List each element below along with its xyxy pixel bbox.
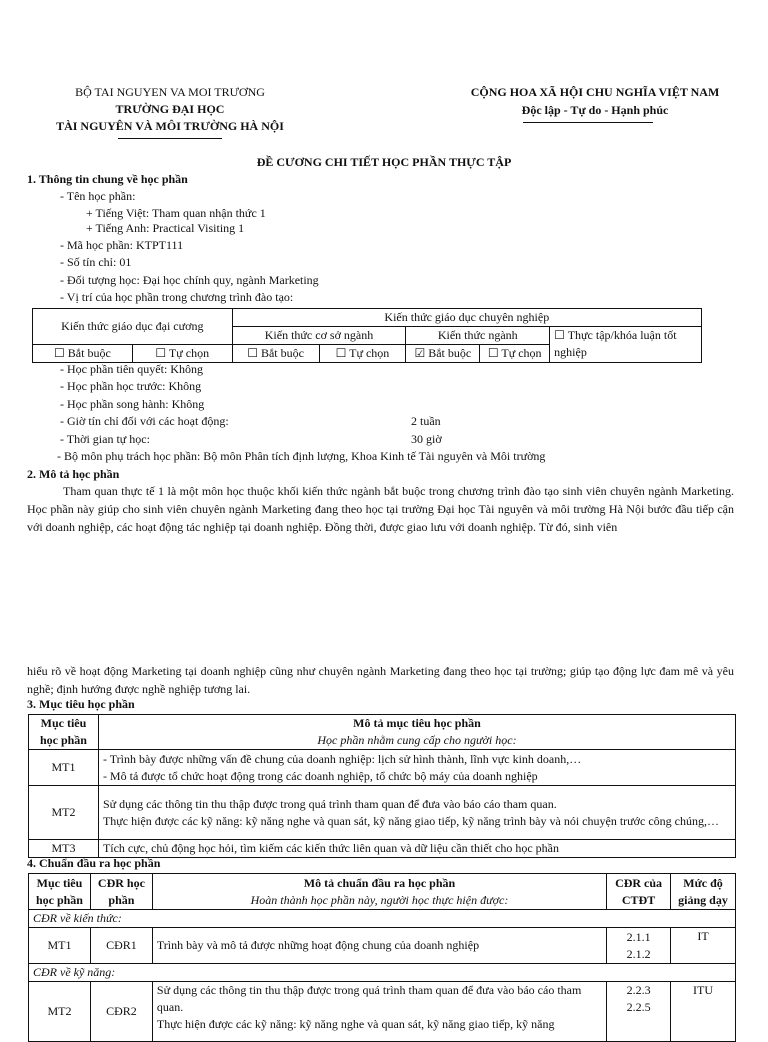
- section1-heading: 1. Thông tin chung về học phần: [27, 172, 188, 186]
- description-paragraph: Tham quan thực tế 1 là một môn học thuộc khối kiến thức ngành bắt buộc trong chương trình đào tạo sinh viên chuyên ngành Marketing. Học phần này giúp cho sinh viên chuyên ngành Marketing đang theo học tại trường Đại học Tài nguyên và môi trường Hà Nội bước đầu tiếp cận với doanh nghiệp, các hoạt động tác nghiệp tại doanh nghiệp. Đồng thời, được giao lưu với doanh nghiệp. Từ đó, sinh viên: [27, 484, 734, 534]
- checkbox-option: ☐ Tự chọn: [132, 345, 232, 363]
- outcomes-header-objective: Mục tiêu học phần: [29, 874, 91, 910]
- national-motto: Độc lập - Tự do - Hạnh phúc: [521, 103, 669, 117]
- info-line: - Học phần học trước: Không: [60, 379, 202, 393]
- info-line: - Vị trí của học phần trong chương trình đào tạo:: [60, 290, 294, 304]
- outcome-objective: MT1: [29, 928, 91, 964]
- checkbox-option-checked: ☑ Bắt buộc: [406, 345, 480, 363]
- outcome-cdr: CĐR1: [90, 928, 152, 964]
- checkbox-option: ☐ Tự chọn: [319, 345, 406, 363]
- outcome-level: IT: [671, 928, 736, 964]
- republic-name: CỘNG HOA XÃ HỘI CHU NGHĨA VIỆT NAM: [470, 85, 720, 99]
- outcome-objective: MT2: [29, 982, 91, 1042]
- professional-knowledge-cell: Kiến thức giáo dục chuyên nghiệp: [232, 309, 701, 327]
- outcome-level: ITU: [671, 982, 736, 1042]
- info-line: + Tiếng Anh: Practical Visiting 1: [86, 221, 245, 235]
- info-line: + Tiếng Việt: Tham quan nhận thức 1: [86, 206, 266, 220]
- outcomes-header-program: CĐR của CTĐT: [607, 874, 671, 910]
- outcome-program-codes: 2.2.3 2.2.5: [607, 982, 671, 1042]
- section3-heading: 3. Mục tiêu học phần: [27, 697, 135, 711]
- objective-desc: Sử dụng các thông tin thu thập được trong quá trình tham quan để đưa vào báo cáo tham quan. Thực hiện được các kỹ năng: kỹ năng nghe và quan sát, kỹ năng giao tiếp, kỹ năng trình bày và nói chuyện trước công chúng,…: [98, 786, 735, 840]
- base-knowledge-cell: Kiến thức cơ sở ngành: [232, 327, 406, 345]
- objective-id: MT3: [29, 840, 99, 858]
- outcome-program-codes: 2.1.1 2.1.2: [607, 928, 671, 964]
- section2-heading: 2. Mô tả học phần: [27, 467, 120, 481]
- checkbox-option: ☐ Bắt buộc: [232, 345, 319, 363]
- section4-heading: 4. Chuẩn đầu ra học phần: [27, 856, 161, 870]
- outcome-group-label: CĐR về kiến thức:: [29, 910, 736, 928]
- objective-id: MT2: [29, 786, 99, 840]
- objectives-header-id: Mục tiêu học phần: [29, 715, 99, 750]
- info-line: - Đối tượng học: Đại học chính quy, ngành Marketing: [60, 273, 319, 287]
- internship-checkbox: ☐ Thực tập/khóa luận tốt nghiệp: [550, 327, 702, 363]
- info-line: - Tên học phần:: [60, 189, 136, 203]
- info-line: - Mã học phần: KTPT111: [60, 238, 184, 252]
- info-line: - Số tín chỉ: 01: [60, 255, 132, 269]
- outcome-desc: Sử dụng các thông tin thu thập được trong quá trình tham quan để đưa vào báo cáo tham quan. Thực hiện được các kỹ năng: kỹ năng nghe và quan sát, kỹ năng giao tiếp, kỹ năng: [152, 982, 606, 1042]
- course-objectives-table: [28, 714, 736, 858]
- school-name-line2: TÀI NGUYÊN VÀ MÔI TRƯỜNG HÀ NỘI: [56, 119, 284, 133]
- hours-value: 2 tuần: [411, 414, 441, 428]
- info-line: - Học phần song hành: Không: [60, 397, 205, 411]
- outcomes-header-cdr: CĐR học phần: [90, 874, 152, 910]
- objective-desc: Tích cực, chủ động học hỏi, tìm kiếm các kiến thức liên quan và dữ liệu cần thiết cho học phần: [98, 840, 735, 858]
- header-right-underline: [523, 122, 653, 123]
- learning-outcomes-table: [28, 873, 736, 1042]
- info-line: - Học phần tiên quyết: Không: [60, 362, 203, 376]
- checkbox-option: ☐ Tự chọn: [480, 345, 550, 363]
- objective-id: MT1: [29, 750, 99, 786]
- general-knowledge-cell: Kiến thức giáo dục đại cương: [33, 309, 233, 345]
- department-line: - Bộ môn phụ trách học phần: Bộ môn Phân tích định lượng, Khoa Kinh tế Tài nguyên và Môi trường: [57, 449, 546, 463]
- major-knowledge-cell: Kiến thức ngành: [406, 327, 550, 345]
- outcome-group-label: CĐR về kỹ năng:: [29, 964, 736, 982]
- outcome-desc: Trình bày và mô tả được những hoạt động chung của doanh nghiệp: [152, 928, 606, 964]
- description-paragraph-continued: hiểu rõ về hoạt động Marketing tại doanh nghiệp cũng như chuyên ngành Marketing đang theo học tại trường; giúp tạo động lực đam mê và yêu nghề; định hướng được nghề nghiệp tương lai.: [27, 664, 734, 696]
- ministry-name: BỘ TAI NGUYEN VA MOI TRƯƠNG: [75, 85, 265, 99]
- objectives-header-desc: Mô tả mục tiêu học phần Học phần nhằm cung cấp cho người học:: [98, 715, 735, 750]
- checkbox-option: ☐ Bắt buộc: [33, 345, 133, 363]
- objective-desc: - Trình bày được những vấn đề chung của doanh nghiệp: lịch sử hình thành, lĩnh vực kinh doanh,… - Mô tả được tổ chức hoạt động trong các doanh nghiệp, tổ chức bộ máy của doanh nghiệp: [98, 750, 735, 786]
- outcomes-header-desc: Mô tả chuẩn đầu ra học phần Hoàn thành học phần này, người học thực hiện được:: [152, 874, 606, 910]
- document-title: ĐỀ CƯƠNG CHI TIẾT HỌC PHẦN THỰC TẬP: [256, 155, 512, 169]
- hours-label: - Giờ tín chỉ đối với các hoạt động:: [60, 414, 229, 428]
- outcome-cdr: CĐR2: [90, 982, 152, 1042]
- program-position-table: [32, 308, 702, 363]
- header-left-underline: [118, 138, 222, 139]
- self-study-value: 30 giờ: [411, 432, 442, 446]
- school-name-line1: TRƯỜNG ĐẠI HỌC: [115, 102, 225, 116]
- self-study-label: - Thời gian tự học:: [60, 432, 150, 446]
- outcomes-header-level: Mức độ giảng dạy: [671, 874, 736, 910]
